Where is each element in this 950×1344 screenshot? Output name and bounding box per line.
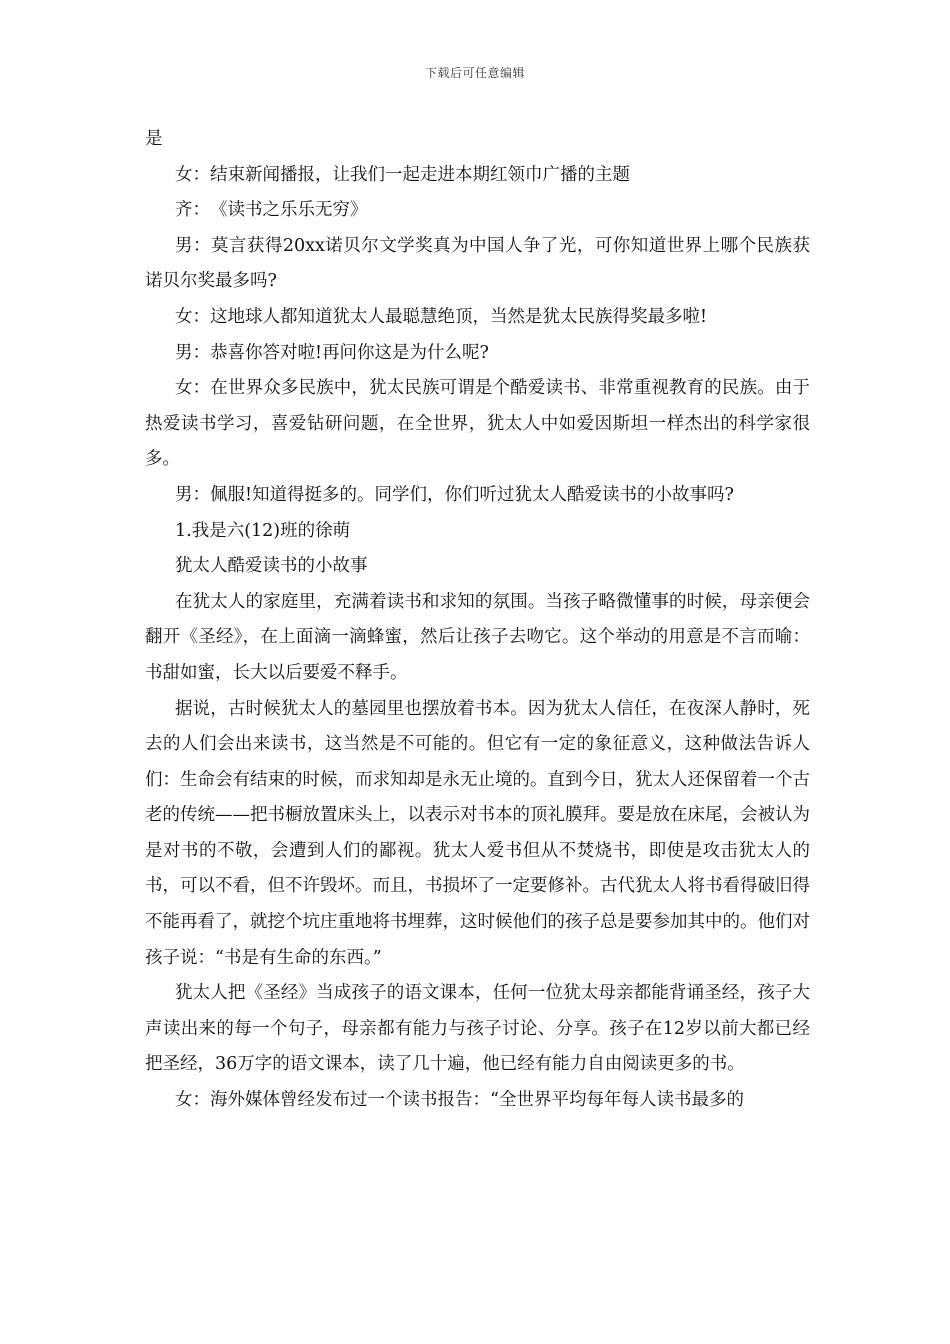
paragraph-female-reading-nation: 女：在世界众多民族中，犹太民族可谓是个酷爱读书、非常重视教育的民族。由于热爱读书学习，喜爱钻研问题，在全世界，犹太人中如爱因斯坦一样杰出的科学家很多。 (145, 378, 810, 470)
paragraph-female-report: 女：海外媒体曾经发布过一个读书报告：“全世界平均每年每人读书最多的 (175, 1090, 744, 1111)
paragraph-female-closing-news: 女：结束新闻播报，让我们一起走进本期红领巾广播的主题 (175, 164, 630, 185)
paragraph-speaker-intro: 1.我是六(12)班的徐萌 (175, 520, 351, 541)
paragraph-female-jewish-answer: 女：这地球人都知道犹太人最聪慧绝顶，当然是犹太民族得奖最多啦! (175, 306, 708, 327)
paragraph-continuation: 是 (145, 129, 163, 149)
paragraph-male-story-question: 男：佩服!知道得挺多的。同学们，你们听过犹太人酷爱读书的小故事吗? (175, 484, 734, 505)
paragraph-theme-title: 齐： 《读书之乐乐无穷》 (175, 200, 368, 221)
document-body (145, 122, 810, 1119)
paragraph-male-nobel-question: 男：莫言获得20xx诺贝尔文学奖真为中国人争了光，可你知道世界上哪个民族获诺贝尔奖最多吗? (145, 235, 810, 292)
paragraph-story-cemetery: 据说，古时候犹太人的墓园里也摆放着书本。因为犹太人信任，在夜深人静时，死去的人们会出来读书，这当然是不可能的。但它有一定的象征意义，这种做法告诉人们：生命会有结束的时候，而求知却是永无止境的。直到今日，犹太人还保留着一个古老的传统——把书橱放置床头上，以表示对书本的顶礼膜拜。要是放在床尾，会被认为是对书的不敬，会遭到人们的鄙视。犹太人爱书但从不焚烧书，即使是攻击犹太人的书，可以不看，但不许毁坏。而且，书损坏了一定要修补。古代犹太人将书看得破旧得不能再看了，就挖个坑庄重地将书埋葬，这时候他们的孩子总是要参加其中的。他们对孩子说：“书是有生命的东西。” (145, 698, 810, 968)
paragraph-story-bible-textbook: 犹太人把《圣经》当成孩子的语文课本，任何一位犹太母亲都能背诵圣经，孩子大声读出来的每一个句子，母亲都有能力与孩子讨论、分享。孩子在12岁以前大都已经把圣经，36万字的语文课本，读了几十遍，他已经有能力自由阅读更多的书。 (145, 983, 810, 1075)
page-header: 下载后可任意编辑 (424, 66, 525, 80)
paragraph-story-title: 犹太人酷爱读书的小故事 (175, 556, 368, 577)
paragraph-story-honey: 在犹太人的家庭里，充满着读书和求知的氛围。当孩子略微懂事的时候，母亲便会翻开《圣经》，在上面滴一滴蜂蜜，然后让孩子去吻它。这个举动的用意是不言而喻：书甜如蜜，长大以后要爱不释手。 (145, 591, 810, 683)
paragraph-male-why-question: 男：恭喜你答对啦!再问你这是为什么呢? (175, 342, 489, 363)
